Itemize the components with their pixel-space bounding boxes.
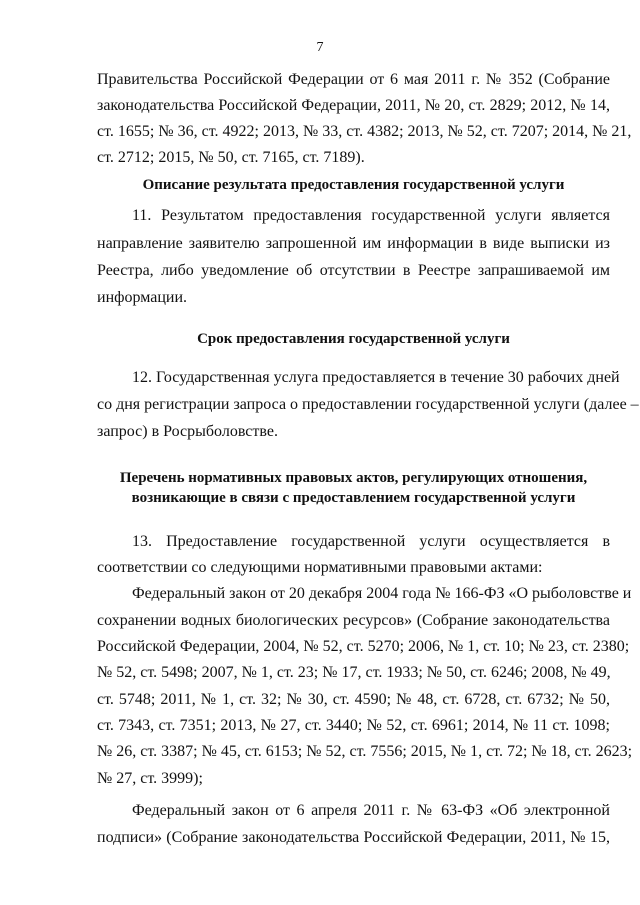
heading-line: Перечень нормативных правовых актов, регулирующих отношения, [119,470,588,486]
text-line: ст. 2712; 2015, № 50, ст. 7165, ст. 7189). [97,149,365,166]
text-line: ст. 1655; № 36, ст. 4922; 2013, № 33, ст. 4382; 2013, № 52, ст. 7207; 2014, № 21, [97,123,632,140]
text-line: Федеральный закон от 6 апреля 2011 г. № 63-ФЗ «Об электронной [132,802,610,819]
text-line: № 52, ст. 5498; 2007, № 1, ст. 23; № 17, ст. 1933; № 50, ст. 6246; 2008, № 49, [97,664,611,681]
text-line: направление заявителю запрошенной им информации в виде выписки из [97,235,610,252]
page-number: 7 [316,40,324,55]
section-heading-term: Срок предоставления государственной услуги [197,331,510,347]
text-line: со дня регистрации запроса о предоставлении государственной услуги (далее – [97,396,639,413]
text-line: ст. 5748; 2011, № 1, ст. 32; № 30, ст. 4590; № 48, ст. 6728, ст. 6732; № 50, [97,691,610,708]
text-line: Российской Федерации, 2004, № 52, ст. 5270; 2006, № 1, ст. 10; № 23, ст. 2380; [97,638,630,655]
text-line: ст. 7343, ст. 7351; 2013, № 27, ст. 3440; № 52, ст. 6961; 2014, № 11 ст. 1098; [97,717,610,734]
text-line: № 27, ст. 3999); [97,770,203,787]
section-heading-result: Описание результата предоставления государственной услуги [142,177,565,193]
text-line: Федеральный закон от 20 декабря 2004 года № 166-ФЗ «О рыболовстве и [132,585,632,602]
text-line: 11. Результатом предоставления государственной услуги является [132,207,610,224]
heading-line: возникающие в связи с предоставлением государственной услуги [131,490,576,506]
text-line: подписи» (Собрание законодательства Российской Федерации, 2011, № 15, [97,829,610,846]
text-line: № 26, ст. 3387; № 45, ст. 6153; № 52, ст. 7556; 2015, № 1, ст. 72; № 18, ст. 2623; [97,743,633,760]
text-line: законодательства Российской Федерации, 2011, № 20, ст. 2829; 2012, № 14, [97,97,610,114]
text-line: Правительства Российской Федерации от 6 мая 2011 г. № 352 (Собрание [97,71,610,88]
text-line: сохранении водных биологических ресурсов» (Собрание законодательства [97,612,610,629]
text-line: 12. Государственная услуга предоставляется в течение 30 рабочих дней [132,369,620,386]
text-line: соответствии со следующими нормативными правовыми актами: [97,559,543,576]
text-line: 13. Предоставление государственной услуги осуществляется в [132,533,610,550]
text-line: Реестра, либо уведомление об отсутствии в Реестре запрашиваемой им [97,262,610,279]
text-line: информации. [97,289,188,306]
text-line: запрос) в Росрыболовстве. [97,423,278,440]
